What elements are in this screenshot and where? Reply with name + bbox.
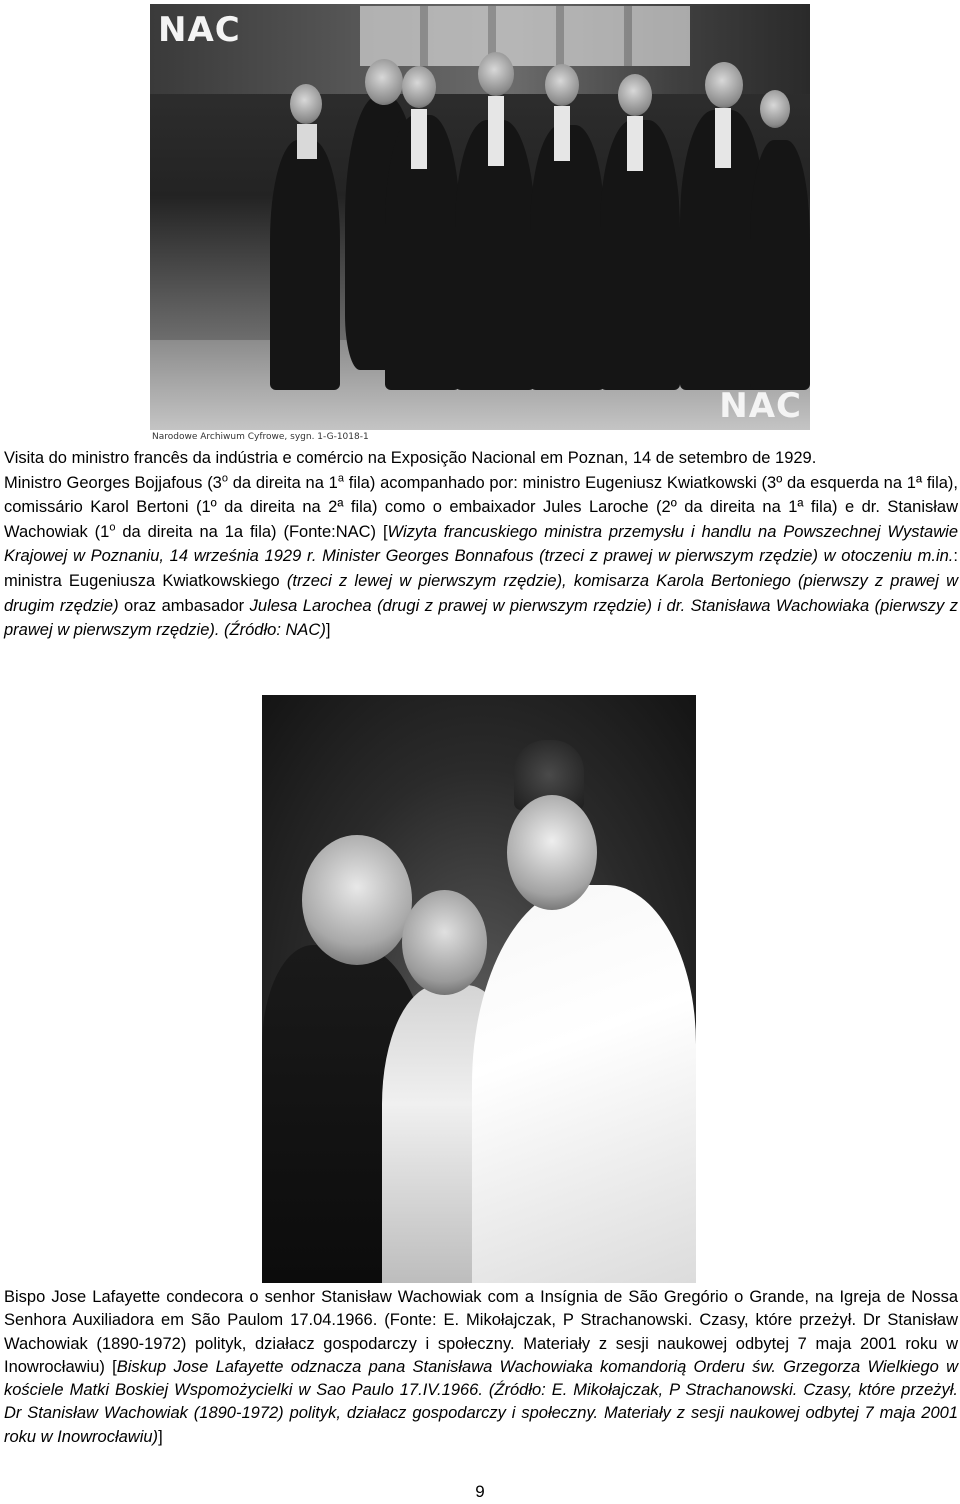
photo2-caption <box>4 1286 958 1449</box>
caption2-end: ] <box>158 1427 163 1446</box>
caption1-plain-1: : ministra Eugeniusza Kwiatkowskiego <box>4 547 958 590</box>
nac-watermark-top: NAC <box>158 10 241 50</box>
caption1-sup2: a <box>337 472 344 485</box>
caption1-end: ] <box>325 621 331 640</box>
nac-watermark-bottom: NAC <box>719 386 802 426</box>
caption1-sup1: o <box>221 472 228 485</box>
exhibition-group-photo <box>150 4 810 430</box>
photo1-caption <box>4 446 958 643</box>
page-number: 9 <box>475 1482 485 1501</box>
caption1-text-c: fila) acompanhado por: ministro Eugeniusz Kwiatkowski (3º da esquerda na 1ª fila), comissário Karol Bertoni (1º da direita na 2ª fila) como o embaixador Jules Laroche (2º da direita na 1ª fila) e dr. Stanisław Wachowiak (1 <box>4 473 958 541</box>
caption1-text-d: da direita na 1a fila) (Fonte:NAC) [ <box>115 522 388 541</box>
caption1-polish-1: Wizyta francuskiego ministra przemysłu i handlu na Powszechnej Wystawie Krajowej w Poznaniu, 14 września 1929 r. Minister Georges Bonnafous (trzeci z prawej w pierwszym rzędzie) w otoczeniu m.in. <box>4 522 958 566</box>
archive-credit: Narodowe Archiwum Cyfrowe, sygn. 1-G-1018-1 <box>152 432 369 442</box>
decoration-ceremony-photo <box>262 695 696 1283</box>
caption1-text-b: da direita na 1 <box>228 473 338 492</box>
caption1-line1: Visita do ministro francês da indústria e comércio na Exposição Nacional em Poznan, 14 de setembro de 1929. <box>4 449 817 467</box>
caption1-plain-2: oraz ambasador <box>118 596 250 615</box>
caption1-polish-3: Julesa Larochea (drugi z prawej w pierwszym rzędzie) i dr. Stanisława Wachowiaka (pierwszy z prawej w pierwszym rzędzie). (Źródło: NAC) <box>4 596 958 640</box>
caption1-sup3: o <box>109 521 116 534</box>
caption1-polish-2: (trzeci z lewej w pierwszym rzędzie), komisarza Karola Bertoniego (pierwszy z prawej w drugim rzędzie) <box>4 571 958 615</box>
caption2-polish: Biskup Jose Lafayette odznacza pana Stanisława Wachowiaka komandorią Orderu św. Grzegorza Wielkiego w kościele Matki Boskiej Wspomożycielki w Sao Paulo 17.IV.1966. (Źródło: E. Mikołajczak, P Strachanowski. Czasy, które przeżył. Dr Stanisław Wachowiak (1890-1972) polityk, działacz gospodarczy i społeczny. Materiały z sesji naukowej odbytej 7 maja 2001 roku w Inowrocławiu) <box>4 1357 958 1446</box>
caption1-text-a: Ministro Georges Bojjafous (3 <box>4 473 222 492</box>
caption2-plain: Bispo Jose Lafayette condecora o senhor Stanisław Wachowiak com a Insígnia de São Gregório o Grande, na Igreja de Nossa Senhora Auxiliadora em São Paulom 17.04.1966. (Fonte: E. Mikołajczak, P Strachanowski. Czasy, które przeżył. Dr Stanisław Wachowiak (1890-1972) polityk, działacz gospodarczy i społeczny. Materiały z sesji naukowej odbytej 7 maja 2001 roku w Inowrocławiu) [ <box>4 1288 958 1376</box>
